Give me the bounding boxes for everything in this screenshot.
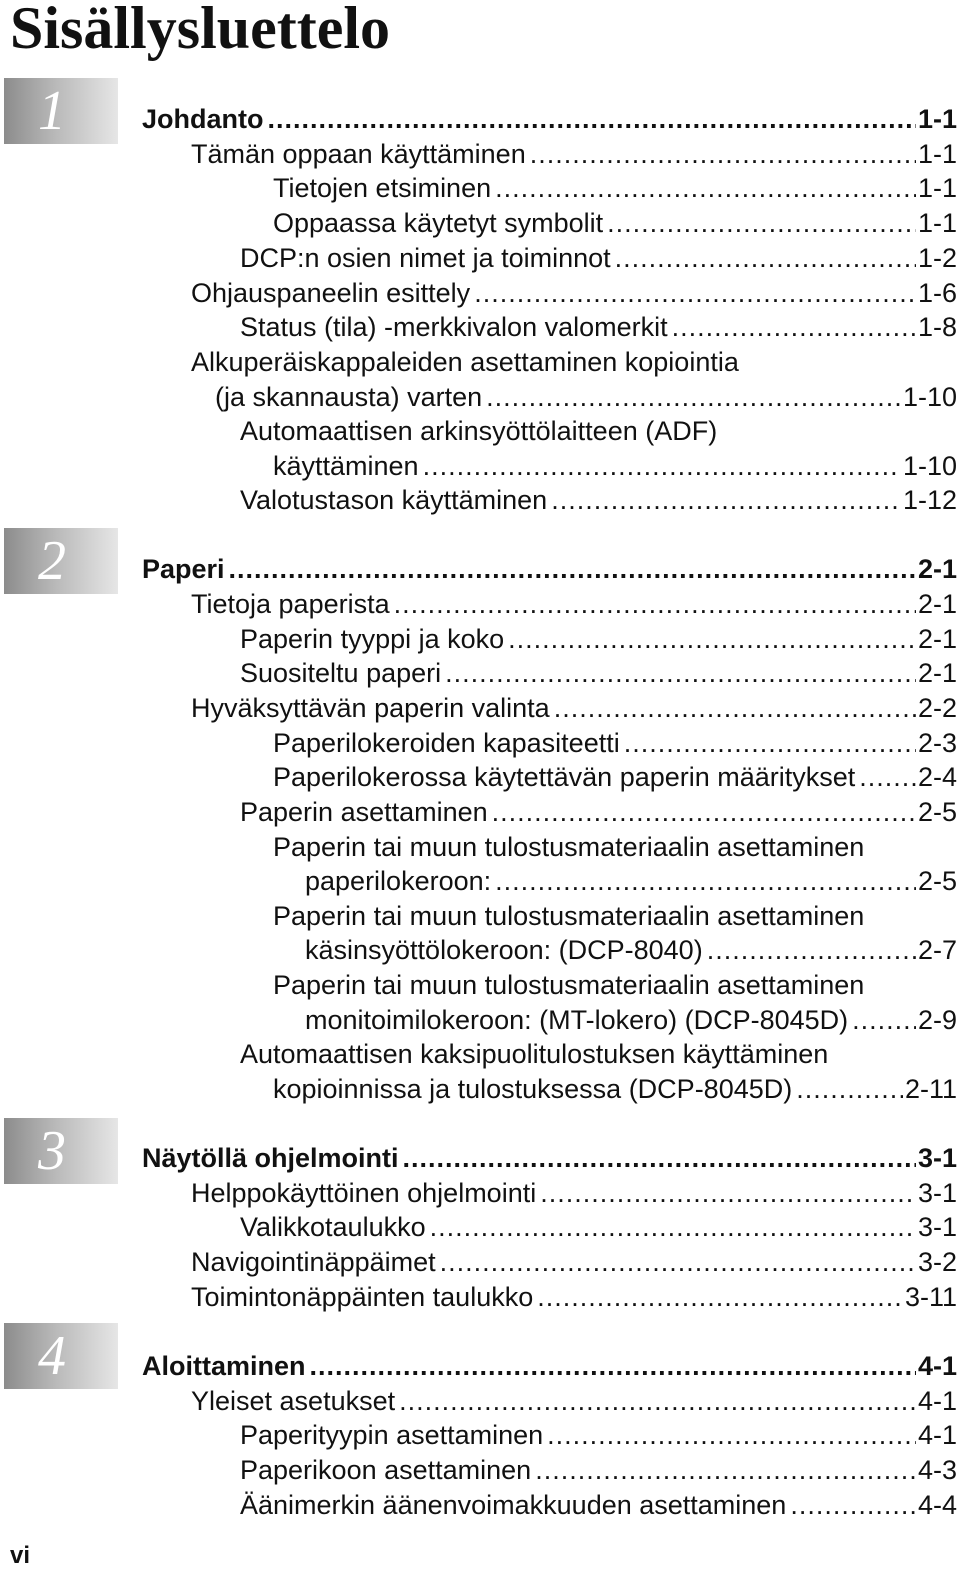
chapter-number: 3 <box>38 1120 66 1182</box>
toc-entry-title: Oppaassa käytetyt symbolit <box>273 208 604 238</box>
toc-entry-title: Paperilokerossa käytettävän paperin määritykset <box>273 762 856 792</box>
toc-entry[interactable] <box>240 622 957 656</box>
dot-leader <box>495 864 916 898</box>
toc-entry[interactable] <box>240 656 957 690</box>
toc-entry-first-line: Alkuperäiskappaleiden asettaminen kopiointia <box>191 347 739 377</box>
dot-leader <box>394 587 916 621</box>
toc-entry[interactable] <box>305 933 957 967</box>
dot-leader <box>268 102 916 136</box>
toc-page-number: 4-1 <box>917 1420 957 1450</box>
dot-leader <box>495 171 916 205</box>
toc-page-number: 2-5 <box>917 797 957 827</box>
toc-page-number: 1-8 <box>917 312 957 342</box>
toc-entry-title: Valikkotaulukko <box>240 1212 426 1242</box>
dot-leader <box>624 726 916 760</box>
page-number-footer: vi <box>10 1542 31 1569</box>
chapter-tab <box>4 78 118 144</box>
toc-entry-title: Yleiset asetukset <box>191 1386 396 1416</box>
dot-leader <box>547 1418 916 1452</box>
toc-page-number: 2-1 <box>917 554 957 584</box>
toc-entry-title: Helppokäyttöinen ohjelmointi <box>191 1178 537 1208</box>
toc-entry-title: Valotustason käyttäminen <box>240 485 548 515</box>
toc-entry[interactable] <box>191 137 957 171</box>
toc-entry[interactable] <box>191 1176 957 1210</box>
dot-leader <box>492 795 916 829</box>
toc-entry-first-line: Automaattisen kaksipuolitulostuksen käyttäminen <box>240 1039 829 1069</box>
toc-entry-title: Ohjauspaneelin esittely <box>191 278 471 308</box>
chapter-number: 4 <box>38 1325 66 1387</box>
toc-entry[interactable] <box>191 1384 957 1418</box>
toc-entry[interactable] <box>191 1280 957 1314</box>
toc-entry-chapter[interactable] <box>142 1349 957 1383</box>
toc-entry[interactable] <box>191 276 957 310</box>
toc-entry[interactable] <box>240 241 957 275</box>
toc-entry[interactable] <box>240 310 957 344</box>
dot-leader <box>399 1384 916 1418</box>
dot-leader <box>615 241 916 275</box>
dot-leader <box>474 276 916 310</box>
toc-entry-first-line: Paperin tai muun tulostusmateriaalin asettaminen <box>273 832 865 862</box>
dot-leader <box>790 1488 916 1522</box>
dot-leader <box>229 552 916 586</box>
toc-entry-title: Äänimerkin äänenvoimakkuuden asettaminen <box>240 1490 787 1520</box>
toc-entry-title: Aloittaminen <box>142 1351 306 1381</box>
toc-page-number: 2-1 <box>917 589 957 619</box>
toc-entry-chapter[interactable] <box>142 552 957 586</box>
toc-entry-title: Tietoja paperista <box>191 589 390 619</box>
toc-entry[interactable] <box>305 1003 957 1037</box>
toc-entry-title: paperilokeroon: <box>305 866 492 896</box>
toc-entry-title: käsinsyöttölokeroon: (DCP-8040) <box>305 935 703 965</box>
toc-page-number: 2-11 <box>904 1074 957 1104</box>
toc-page-number: 1-12 <box>902 485 957 515</box>
dot-leader <box>535 1453 916 1487</box>
dot-leader <box>423 449 901 483</box>
toc-entry-first-line: Automaattisen arkinsyöttölaitteen (ADF) <box>240 416 718 446</box>
dot-leader <box>310 1349 916 1383</box>
toc-entry[interactable] <box>273 726 957 760</box>
toc-entry-title: Tietojen etsiminen <box>273 173 492 203</box>
toc-entry-title: (ja skannausta) varten <box>215 382 483 412</box>
toc-entry[interactable] <box>191 691 957 725</box>
toc-entry[interactable] <box>273 760 957 794</box>
dot-leader <box>672 310 916 344</box>
toc-entry-title: käyttäminen <box>273 451 419 481</box>
dot-leader <box>796 1072 903 1106</box>
toc-page-number: 1-1 <box>917 208 957 238</box>
toc-entry[interactable] <box>240 1453 957 1487</box>
toc-page-number: 1-2 <box>917 243 957 273</box>
dot-leader <box>537 1280 903 1314</box>
dot-leader <box>530 137 916 171</box>
toc-entry-title: kopioinnissa ja tulostuksessa (DCP-8045D) <box>273 1074 793 1104</box>
toc-page-number: 4-3 <box>917 1455 957 1485</box>
toc-page-number: 2-7 <box>917 935 957 965</box>
toc-entry-title: Johdanto <box>142 104 264 134</box>
toc-entry[interactable] <box>273 449 957 483</box>
toc-entry[interactable] <box>240 1488 957 1522</box>
toc-page-number: 1-6 <box>917 278 957 308</box>
toc-page-number: 2-4 <box>917 762 957 792</box>
toc-page-number: 2-3 <box>917 728 957 758</box>
dot-leader <box>852 1003 916 1037</box>
dot-leader <box>607 206 916 240</box>
toc-entry-title: Paperilokeroiden kapasiteetti <box>273 728 620 758</box>
toc-entry-chapter[interactable] <box>142 1141 957 1175</box>
toc-entry-title: Tämän oppaan käyttäminen <box>191 139 526 169</box>
toc-entry[interactable] <box>240 795 957 829</box>
toc-entry-title: Paperin tyyppi ja koko <box>240 624 505 654</box>
dot-leader <box>540 1176 916 1210</box>
toc-entry[interactable] <box>191 587 957 621</box>
toc-entry-title: Paperikoon asettaminen <box>240 1455 532 1485</box>
toc-entry[interactable] <box>273 171 957 205</box>
toc-page-number: 2-5 <box>917 866 957 896</box>
toc-page-number: 1-1 <box>917 104 957 134</box>
toc-entry[interactable] <box>191 1245 957 1279</box>
toc-entry-title: Hyväksyttävän paperin valinta <box>191 693 550 723</box>
toc-entry-title: Näytöllä ohjelmointi <box>142 1143 399 1173</box>
chapter-tab <box>4 528 118 594</box>
toc-entry-title: DCP:n osien nimet ja toiminnot <box>240 243 611 273</box>
toc-entry[interactable] <box>305 864 957 898</box>
toc-page-number: 4-1 <box>917 1386 957 1416</box>
toc-page-number: 1-10 <box>902 382 957 412</box>
toc-page-number: 2-2 <box>917 693 957 723</box>
toc-entry-chapter[interactable] <box>142 102 957 136</box>
toc-entry-title: Navigointinäppäimet <box>191 1247 436 1277</box>
toc-page-number: 4-1 <box>917 1351 957 1381</box>
toc-entry-title: monitoimilokeroon: (MT-lokero) (DCP-8045D) <box>305 1005 849 1035</box>
toc-page-number: 3-1 <box>917 1178 957 1208</box>
toc-entry[interactable] <box>215 380 957 414</box>
toc-entry-title: Paperityypin asettaminen <box>240 1420 544 1450</box>
toc-page-number: 3-2 <box>917 1247 957 1277</box>
toc-page-number: 3-1 <box>917 1143 957 1173</box>
toc-entry[interactable] <box>273 1072 957 1106</box>
toc-entry-first-line: Paperin tai muun tulostusmateriaalin asettaminen <box>273 970 865 1000</box>
page-title: Sisällysluettelo <box>10 0 391 61</box>
toc-page-number: 1-10 <box>902 451 957 481</box>
toc-entry[interactable] <box>240 1418 957 1452</box>
toc-entry-first-line: Paperin tai muun tulostusmateriaalin asettaminen <box>273 901 865 931</box>
dot-leader <box>707 933 916 967</box>
toc-page-number: 2-1 <box>917 658 957 688</box>
toc-entry-title: Paperin asettaminen <box>240 797 488 827</box>
chapter-tab <box>4 1118 118 1184</box>
toc-page-number: 3-11 <box>904 1282 957 1312</box>
dot-leader <box>403 1141 916 1175</box>
dot-leader <box>554 691 916 725</box>
toc-page-number: 1-1 <box>917 139 957 169</box>
dot-leader <box>859 760 916 794</box>
toc-page-number: 2-9 <box>917 1005 957 1035</box>
chapter-tab <box>4 1323 118 1389</box>
dot-leader <box>551 483 901 517</box>
dot-leader <box>445 656 916 690</box>
toc-page-number: 2-1 <box>917 624 957 654</box>
toc-entry-title: Paperi <box>142 554 225 584</box>
dot-leader <box>440 1245 916 1279</box>
toc-entry-title: Suositeltu paperi <box>240 658 442 688</box>
toc-entry-title: Status (tila) -merkkivalon valomerkit <box>240 312 668 342</box>
dot-leader <box>508 622 916 656</box>
chapter-number: 2 <box>38 530 66 592</box>
toc-page-number: 3-1 <box>917 1212 957 1242</box>
dot-leader <box>430 1210 916 1244</box>
toc-page-number: 1-1 <box>917 173 957 203</box>
dot-leader <box>486 380 901 414</box>
toc-entry[interactable] <box>240 1210 957 1244</box>
toc-entry-title: Toimintonäppäinten taulukko <box>191 1282 534 1312</box>
chapter-number: 1 <box>38 80 66 142</box>
toc-entry[interactable] <box>273 206 957 240</box>
toc-page-number: 4-4 <box>917 1490 957 1520</box>
toc-entry[interactable] <box>240 483 957 517</box>
